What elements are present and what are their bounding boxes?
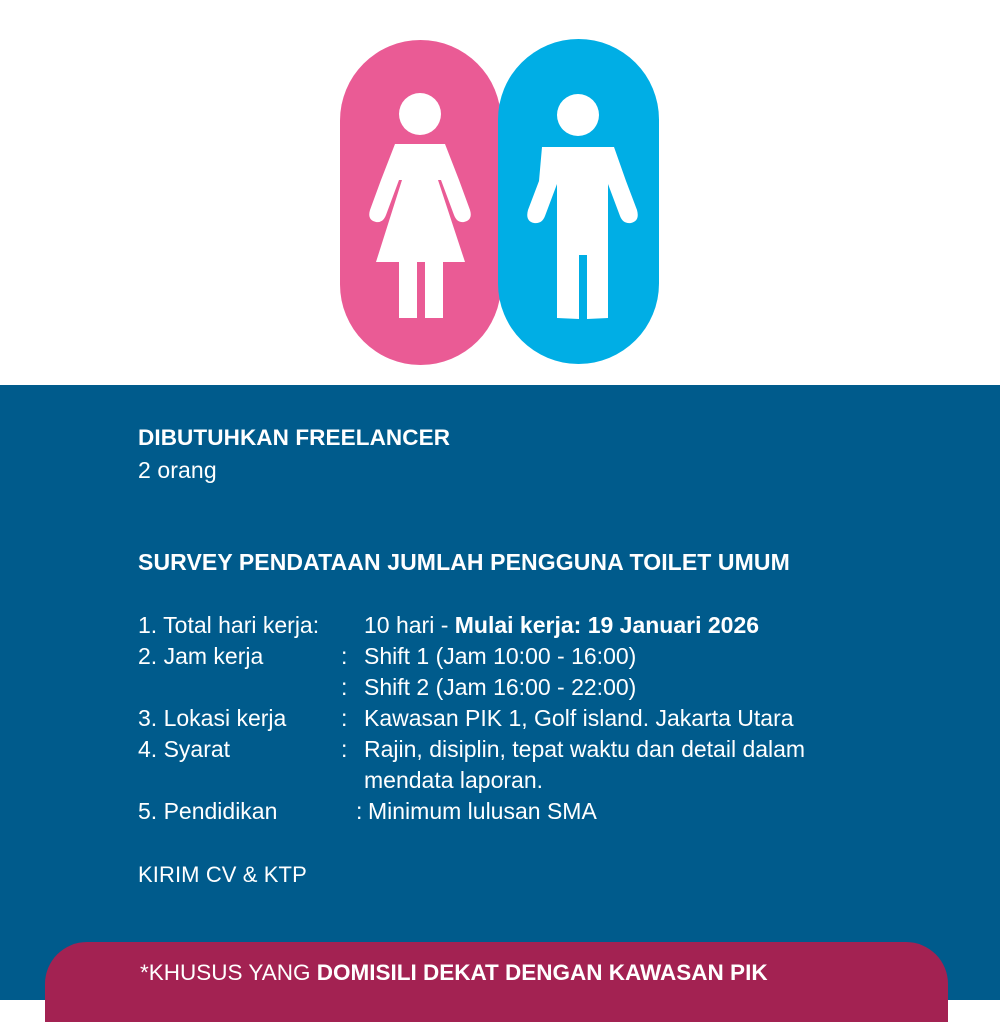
detail-value: Minimum lulusan SMA xyxy=(368,798,597,824)
detail-colon: : xyxy=(341,674,348,700)
female-toilet-sign xyxy=(340,40,501,365)
detail-value-continuation: mendata laporan. xyxy=(364,767,544,793)
detail-value: Shift 1 (Jam 10:00 - 16:00) xyxy=(364,643,637,669)
detail-colon: : xyxy=(341,643,348,669)
male-toilet-sign xyxy=(498,39,659,364)
detail-colon: : xyxy=(341,736,348,762)
female-figure-icon xyxy=(340,40,501,365)
job-count: 2 orang xyxy=(138,457,217,483)
survey-title: SURVEY PENDATAAN JUMLAH PENGGUNA TOILET UMUM xyxy=(138,549,790,575)
detail-colon: : xyxy=(356,798,363,824)
male-figure-icon xyxy=(498,39,659,364)
job-title: DIBUTUHKAN FREELANCER xyxy=(138,425,451,450)
hero-section xyxy=(0,0,1000,385)
domicile-banner xyxy=(45,942,948,1022)
detail-value xyxy=(364,612,759,639)
start-date: Mulai kerja: 19 Januari 2026 xyxy=(454,612,760,638)
detail-colon: : xyxy=(341,705,348,731)
detail-label: 1. Total hari kerja: xyxy=(138,612,320,638)
detail-label: 5. Pendidikan xyxy=(138,798,278,824)
banner-text xyxy=(140,960,768,986)
detail-value: Kawasan PIK 1, Golf island. Jakarta Utara xyxy=(364,705,794,731)
banner-prefix: *KHUSUS YANG xyxy=(140,960,317,985)
detail-label: 4. Syarat xyxy=(138,736,231,762)
detail-value-text: 10 hari - xyxy=(364,612,455,638)
send-cv-instruction: KIRIM CV & KTP xyxy=(138,862,307,887)
banner-highlight: DOMISILI DEKAT DENGAN KAWASAN PIK xyxy=(316,960,768,985)
detail-value: Rajin, disiplin, tepat waktu dan detail dalam xyxy=(364,736,806,762)
detail-label: 2. Jam kerja xyxy=(138,643,264,669)
job-posting-section xyxy=(0,385,1000,1000)
detail-label: 3. Lokasi kerja xyxy=(138,705,287,731)
detail-value: Shift 2 (Jam 16:00 - 22:00) xyxy=(364,674,637,700)
